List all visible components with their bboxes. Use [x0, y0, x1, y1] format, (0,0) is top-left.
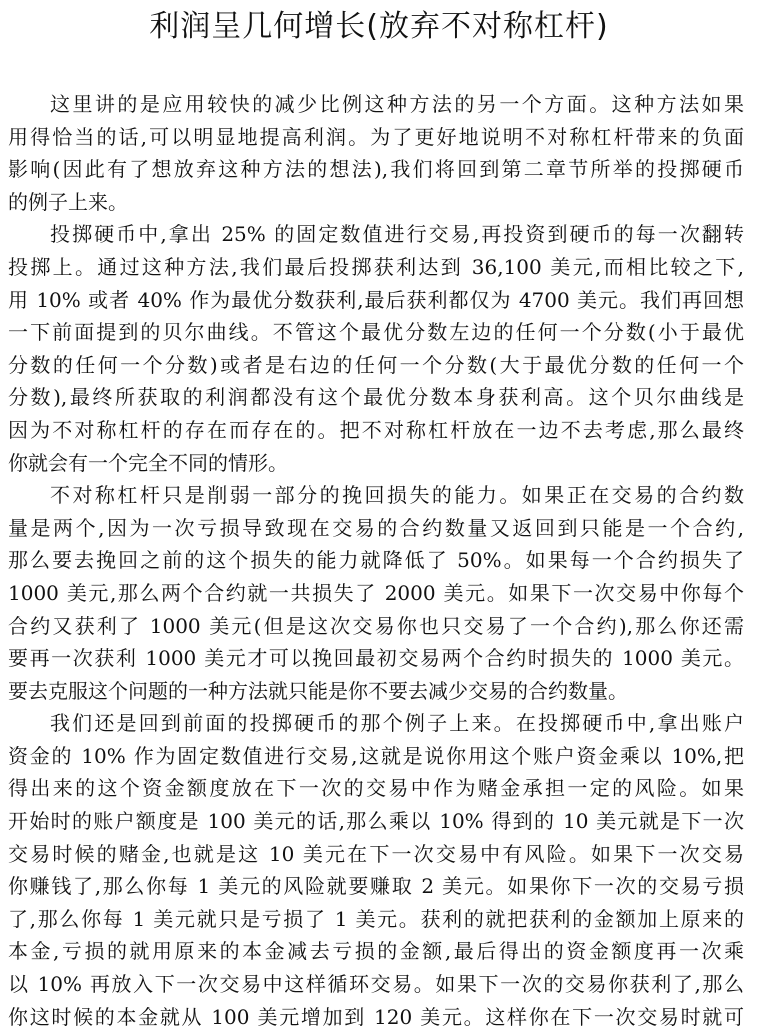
text-line: 本金,亏损的就用原来的本金减去亏损的金额,最后得出的资金额度再一次乘	[8, 939, 744, 964]
paragraph	[0, 218, 758, 479]
text-line: 你这时候的本金就从 100 美元增加到 120 美元。这样你在下一次交易时就可	[8, 1004, 744, 1029]
text-line: 我们还是回到前面的投掷硬币的那个例子上来。在投掷硬币中,拿出账户	[50, 711, 744, 736]
text-line: 这里讲的是应用较快的减少比例这种方法的另一个方面。这种方法如果	[50, 92, 744, 116]
text-line: 1000 美元,那么两个合约就一共损失了 2000 美元。如果下一次交易中你每个	[8, 580, 744, 605]
text-line: 一下前面提到的贝尔曲线。不管这个最优分数左边的任何一个分数(小于最优	[8, 320, 744, 345]
body-text	[0, 88, 758, 1033]
text-line: 资金的 10% 作为固定数值进行交易,这就是说你用这个账户资金乘以 10%,把	[8, 743, 744, 768]
text-line: 以 10% 再放入下一次交易中这样循环交易。如果下一次的交易你获利了,那么	[8, 972, 744, 997]
text-line: 开始时的账户额度是 100 美元的话,那么乘以 10% 得到的 10 美元就是下一次	[8, 809, 744, 834]
paragraph	[0, 707, 758, 1033]
text-line: 得出来的这个资金额度放在下一次的交易中作为赌金承担一定的风险。如果	[8, 776, 744, 801]
text-line: 那么要去挽回之前的这个损失的能力就降低了 50%。如果每一个合约损失了	[8, 548, 744, 573]
paragraph	[0, 479, 758, 707]
text-line: 用得恰当的话,可以明显地提高利润。为了更好地说明不对称杠杆带来的负面	[8, 124, 744, 149]
text-line: 投掷上。通过这种方法,我们最后投掷获利达到 36,100 美元,而相比较之下,	[8, 254, 744, 279]
text-line: 你就会有一个完全不同的情形。	[8, 450, 288, 475]
text-line: 影响(因此有了想放弃这种方法的想法),我们将回到第二章节所举的投掷硬币	[8, 157, 744, 182]
page-title: 利润呈几何增长(放弃不对称杠杆)	[149, 9, 609, 44]
text-line: 投掷硬币中,拿出 25% 的固定数值进行交易,再投资到硬币的每一次翻转	[50, 222, 744, 247]
text-line: 要去克服这个问题的一种方法就只能是你不要去减少交易的合约数量。	[8, 678, 628, 703]
text-line: 因为不对称杠杆的存在而存在的。把不对称杠杆放在一边不去考虑,那么最终	[8, 417, 744, 442]
text-line: 用 10% 或者 40% 作为最优分数获利,最后获利都仅为 4700 美元。我们再回想	[8, 287, 744, 312]
text-line: 量是两个,因为一次亏损导致现在交易的合约数量又返回到只能是一个合约,	[8, 515, 744, 540]
text-line: 交易时候的赌金,也就是这 10 美元在下一次交易中有风险。如果下一次交易	[8, 841, 744, 866]
text-line: 分数的任何一个分数)或者是右边的任何一个分数(大于最优分数的任何一个	[8, 352, 744, 377]
text-line: 的例子上来。	[8, 189, 128, 214]
text-line: 不对称杠杆只是削弱一部分的挽回损失的能力。如果正在交易的合约数	[50, 483, 744, 508]
text-line: 了,那么你每 1 美元就只是亏损了 1 美元。获利的就把获利的金额加上原来的	[8, 906, 744, 931]
text-line: 要再一次获利 1000 美元才可以挽回最初交易两个合约时损失的 1000 美元。	[8, 646, 744, 671]
paragraph	[0, 88, 758, 218]
text-line: 分数),最终所获取的利润都没有这个最优分数本身获利高。这个贝尔曲线是	[8, 385, 744, 410]
text-line: 合约又获利了 1000 美元(但是这次交易你也只交易了一个合约),那么你还需	[8, 613, 744, 638]
text-line: 你赚钱了,那么你每 1 美元的风险就要赚取 2 美元。如果你下一次的交易亏损	[8, 874, 744, 899]
